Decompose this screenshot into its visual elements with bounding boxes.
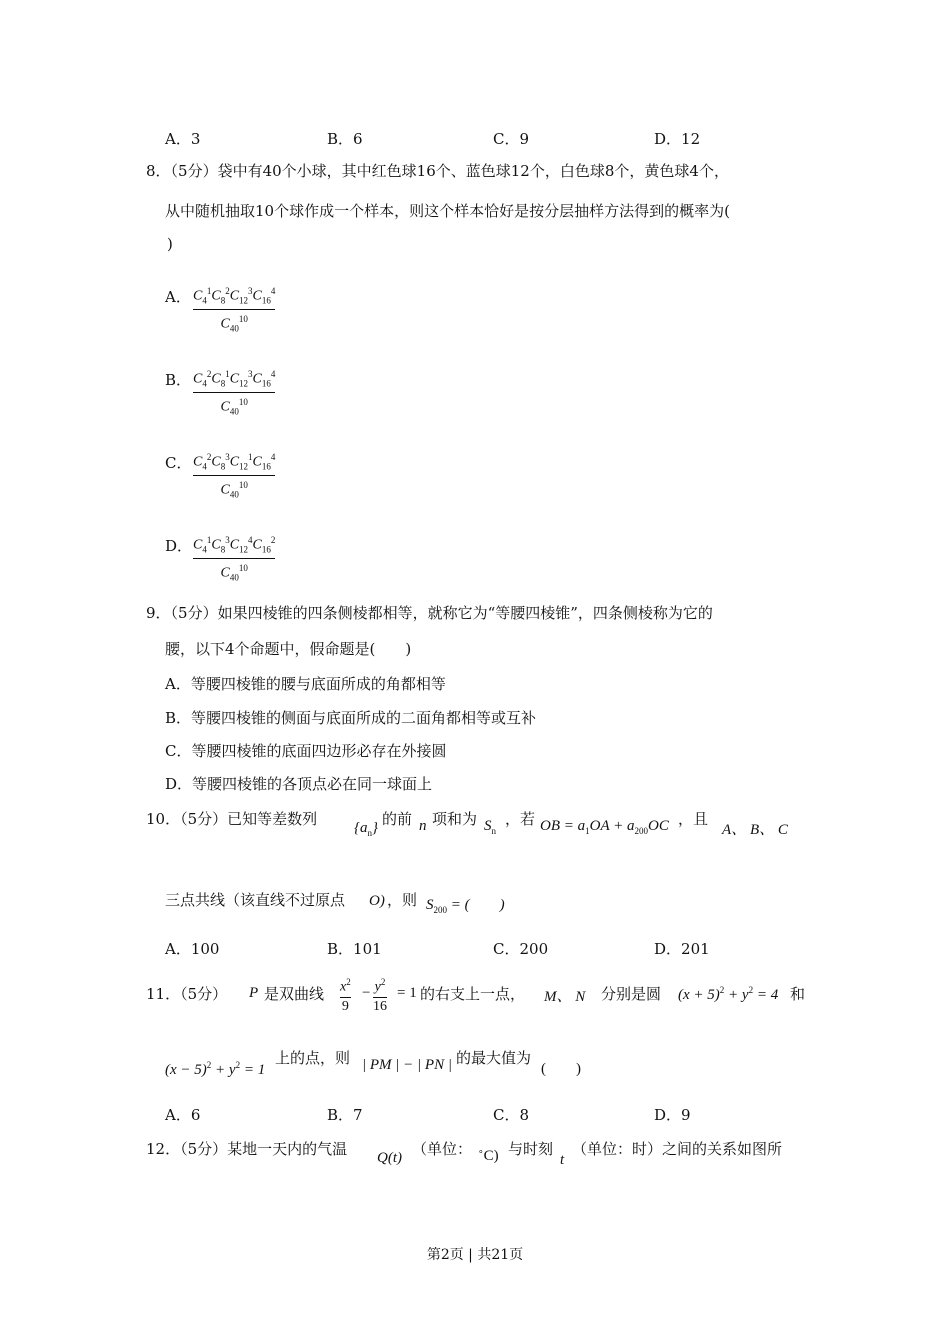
q7-option-c: C．9 [493,130,530,148]
q11-text3: 的右支上一点， [420,985,526,1003]
q8-line3: ) [167,235,173,253]
q9-option-a: A．等腰四棱锥的腰与底面所成的角都相等 [165,675,446,693]
q10-vector-formula: OB = $a_1OA + a_{200}OC$ [540,818,669,836]
q11-option-c: C．8 [493,1106,530,1124]
q8-option-a-fraction: $C_4^1C_8^2C_{12}^3C_{16}^4$ $C_{40}^{10}$ [193,286,276,334]
q10-s200: $S_{200}$ = ( ) [426,897,505,915]
q8-label-a: A． [165,288,191,306]
q10-points: A、 B、 C [722,822,788,838]
q11-mn: M、 N [544,989,586,1005]
q8-label-d: D． [165,537,193,555]
q11-equals-one: = 1 [397,985,417,1001]
q10-origin: O) [369,893,385,909]
q11-circle1: $(x + 5)^2 + y^2 = 4$ [678,985,779,1003]
q12-celsius: ∘C) [478,1146,499,1164]
q8-label-b: B． [165,371,192,389]
q11-circle2: $(x - 5)^2 + y^2 = 1$ [165,1060,266,1078]
q11-text2: 是双曲线 [264,985,325,1003]
q11-hyperbola-y-term: $y^2$ 16 [373,977,387,1014]
q8-label-c: C． [165,454,192,472]
q9-line2: 腰，以下4个命题中，假命题是( ) [165,640,412,658]
page-footer: 第2页 | 共21页 [426,1247,524,1263]
q11-prefix: 11．（5分） [146,985,228,1003]
q11-text4: 分别是圆 [601,985,662,1003]
q10-option-a: A．100 [165,940,220,958]
q8-option-c-fraction: $C_4^2C_8^3C_{12}^1C_{16}^4$ $C_{40}^{10}$ [193,452,276,500]
q11-line2b: 的最大值为 [456,1049,532,1067]
q11-blank: ( ) [541,1061,581,1077]
q8-line1: 8．（5分）袋中有40个小球，其中红色球16个、蓝色球12个，白色球8个，黄色球4个， [146,162,729,180]
q10-n: n [419,818,427,834]
q11-hyperbola-x-term: $x^2$ 9 [340,977,351,1014]
q10-option-b: B．101 [327,940,382,958]
q11-line2a: 上的点，则 [275,1049,351,1067]
q12-prefix: 12．（5分）某地一天内的气温 [146,1140,348,1158]
q10-sn: $S_n$ [484,818,496,836]
q12-text2: （单位： [412,1140,473,1158]
q11-option-a: A．6 [165,1106,201,1124]
q11-option-d: D．9 [654,1106,691,1124]
q10-option-d: D．201 [654,940,710,958]
q10-text5: ，且 [678,810,709,828]
q10-option-c: C．200 [493,940,549,958]
q9-option-c: C．等腰四棱锥的底面四边形必存在外接圆 [165,742,447,760]
q11-option-b: B．7 [327,1106,363,1124]
q11-distance: | PM | − | PN | [362,1057,452,1073]
q12-t: t [560,1152,565,1168]
q11-p: P [249,985,259,1001]
q10-text3: 项和为 [432,810,478,828]
q7-option-a: A．3 [165,130,201,148]
q12-text3: 与时刻 [508,1140,554,1158]
q10-text2: 的前 [382,810,413,828]
q11-text5: 和 [790,985,806,1003]
q7-option-d: D．12 [654,130,701,148]
q12-text4: （单位：时）之间的关系如图所 [572,1140,783,1158]
q10-sequence-formula: $\{a_n\}$ [354,820,378,838]
q7-option-b: B．6 [327,130,363,148]
q11-minus: − [362,985,371,1001]
q8-line2: 从中随机抽取10个球作成一个样本，则这个样本恰好是按分层抽样方法得到的概率为( [165,202,730,220]
q9-line1: 9．（5分）如果四棱锥的四条侧棱都相等，就称它为“等腰四棱锥”，四条侧棱称为它的 [146,604,713,622]
q9-option-b: B．等腰四棱锥的侧面与底面所成的二面角都相等或互补 [165,709,537,727]
q9-option-d: D．等腰四棱锥的各顶点必在同一球面上 [165,775,433,793]
q12-q-of-t: Q(t) [377,1150,403,1166]
q8-option-d-fraction: $C_4^1C_8^3C_{12}^4C_{16}^2$ $C_{40}^{10}$ [193,535,276,583]
q10-prefix: 10．（5分）已知等差数列 [146,810,318,828]
q10-line2a: 三点共线（该直线不过原点 [165,891,346,909]
q10-line2b: ，则 [387,891,418,909]
q10-text4: ，若 [505,810,536,828]
q8-option-b-fraction: $C_4^2C_8^1C_{12}^3C_{16}^4$ $C_{40}^{10}$ [193,369,276,417]
